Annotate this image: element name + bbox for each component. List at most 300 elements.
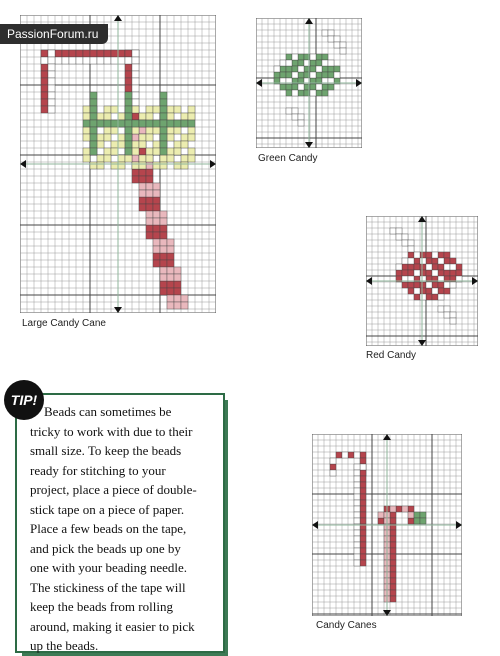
red-stitch [41,99,48,106]
red-stitch [83,50,90,57]
white-stitch [132,92,139,99]
pink-stitch [181,295,188,302]
white-stitch [292,54,298,60]
green-stitch [160,92,167,99]
red-stitch [146,197,153,204]
green-stitch [310,66,316,72]
green-stitch [139,120,146,127]
yellow-stitch [181,155,188,162]
yellow-stitch [167,127,174,134]
yellow-stitch [111,106,118,113]
green-stitch [298,54,304,60]
white-stitch [125,57,132,64]
red-stitch [41,64,48,71]
red-stitch [139,197,146,204]
white-stitch [48,71,55,78]
white-stitch [298,66,304,72]
red-stitch [139,148,146,155]
green-stitch [90,92,97,99]
green-stitch [90,106,97,113]
green-stitch [125,106,132,113]
red-stitch [444,270,450,276]
red-stitch [118,50,125,57]
red-stitch [132,169,139,176]
green-stitch [316,60,322,66]
red-stitch [432,282,438,288]
red-stitch [146,204,153,211]
white-stitch [280,60,286,66]
red-stitch [390,584,396,590]
yellow-stitch [139,141,146,148]
pink-stitch [167,267,174,274]
yellow-stitch [153,141,160,148]
green-stitch [280,72,286,78]
green-stitch [328,66,334,72]
red-stitch [390,518,396,524]
white-stitch [354,482,360,488]
yellow-stitch [111,148,118,155]
red-stitch [426,270,432,276]
yellow-stitch [118,141,125,148]
yellow-stitch [188,155,195,162]
red-stitch [408,506,414,512]
green-stitch [125,92,132,99]
yellow-stitch [139,113,146,120]
red-stitch [408,252,414,258]
green-stitch [125,120,132,127]
yellow-stitch [118,134,125,141]
yellow-stitch [118,113,125,120]
site-badge: PassionForum.ru [0,24,108,44]
white-stitch [354,536,360,542]
green-stitch [90,134,97,141]
yellow-stitch [90,162,97,169]
white-stitch [396,228,402,234]
white-stitch [330,470,336,476]
red-stitch [167,260,174,267]
white-stitch [76,57,83,64]
white-stitch [330,458,336,464]
yellow-stitch [104,127,111,134]
yellow-stitch [167,155,174,162]
white-stitch [432,270,438,276]
pink-stitch [181,302,188,309]
red-stitch [408,270,414,276]
red-stitch [41,50,48,57]
red-stitch [146,169,153,176]
green-stitch [125,127,132,134]
pink-stitch [146,211,153,218]
white-stitch [48,64,55,71]
white-stitch [111,57,118,64]
green-stitch [316,90,322,96]
tip-line: keep the beads from rolling [30,599,173,614]
white-stitch [132,50,139,57]
green-stitch [83,120,90,127]
white-stitch [426,264,432,270]
candy-canes-caption: Candy Canes [316,620,377,631]
red-stitch [396,270,402,276]
pink-stitch [146,183,153,190]
white-stitch [286,108,292,114]
yellow-stitch [188,113,195,120]
green-stitch [322,72,328,78]
green-stitch [125,113,132,120]
pink-stitch [160,246,167,253]
white-stitch [286,60,292,66]
yellow-stitch [181,113,188,120]
green-stitch [298,72,304,78]
green-stitch [97,120,104,127]
white-stitch [132,64,139,71]
pink-stitch [378,512,384,518]
green-stitch [160,106,167,113]
white-stitch [132,99,139,106]
white-stitch [396,234,402,240]
red-stitch [360,470,366,476]
yellow-stitch [174,141,181,148]
tip-line: project, place a piece of double- [30,482,197,497]
white-stitch [342,452,348,458]
large-candy-cane-chart [20,15,216,313]
yellow-stitch [111,162,118,169]
green-stitch [146,120,153,127]
red-stitch [139,169,146,176]
green-stitch [90,127,97,134]
red-stitch [348,452,354,458]
pink-stitch [146,190,153,197]
white-stitch [402,258,408,264]
white-stitch [354,548,360,554]
white-stitch [97,57,104,64]
white-stitch [450,318,456,324]
yellow-stitch [132,141,139,148]
red-stitch [414,264,420,270]
white-stitch [310,72,316,78]
red-stitch [360,536,366,542]
white-stitch [274,66,280,72]
yellow-stitch [83,148,90,155]
white-stitch [292,108,298,114]
red-stitch [402,270,408,276]
yellow-stitch [83,106,90,113]
yellow-stitch [174,148,181,155]
green-stitch [298,60,304,66]
yellow-stitch [146,113,153,120]
green-stitch [174,120,181,127]
yellow-stitch [153,106,160,113]
red-stitch [390,590,396,596]
red-stitch [160,260,167,267]
red-stitch [160,281,167,288]
red-stitch [139,176,146,183]
red-stitch [160,225,167,232]
green-stitch [322,84,328,90]
yellow-stitch [174,106,181,113]
pink-stitch [160,218,167,225]
red-stitch [438,252,444,258]
white-stitch [396,264,402,270]
red-stitch [41,106,48,113]
yellow-stitch [146,127,153,134]
white-stitch [55,57,62,64]
red-stitch [390,548,396,554]
yellow-stitch [174,162,181,169]
pink-stitch [167,295,174,302]
red-stitch [360,494,366,500]
green-stitch [298,90,304,96]
white-stitch [298,84,304,90]
red-stitch [432,264,438,270]
white-stitch [298,120,304,126]
white-stitch [48,85,55,92]
green-stitch [414,518,420,524]
red-stitch [390,596,396,602]
red-stitch [432,294,438,300]
red-stitch [420,264,426,270]
red-stitch [160,288,167,295]
yellow-stitch [132,127,139,134]
pink-stitch [174,302,181,309]
red-stitch [125,78,132,85]
yellow-stitch [132,162,139,169]
red-stitch [390,542,396,548]
pink-stitch [167,239,174,246]
red-stitch [174,288,181,295]
red-stitch [360,560,366,566]
green-stitch [316,54,322,60]
tip-line: Beads can sometimes be [44,404,172,419]
white-stitch [402,240,408,246]
white-stitch [334,72,340,78]
large-candy-cane-caption: Large Candy Cane [22,318,106,329]
green-stitch [286,66,292,72]
pink-stitch [167,302,174,309]
green-stitch [280,84,286,90]
green-stitch [111,120,118,127]
pink-stitch [174,274,181,281]
green-candy-caption: Green Candy [258,153,318,164]
red-stitch [160,253,167,260]
yellow-stitch [146,134,153,141]
red-stitch [330,464,336,470]
white-stitch [48,99,55,106]
yellow-stitch [97,134,104,141]
green-stitch [334,66,340,72]
pink-stitch [408,512,414,518]
red-stitch [456,264,462,270]
red-stitch [420,270,426,276]
white-stitch [390,228,396,234]
white-stitch [354,488,360,494]
white-stitch [354,476,360,482]
red-stitch [414,282,420,288]
pink-stitch [402,506,408,512]
white-stitch [420,294,426,300]
pink-stitch [153,183,160,190]
white-stitch [432,288,438,294]
red-stitch [360,482,366,488]
red-stitch [69,50,76,57]
yellow-stitch [188,134,195,141]
green-stitch [90,148,97,155]
white-stitch [414,252,420,258]
yellow-stitch [181,162,188,169]
tip-line: stick tape on a piece of paper. [30,501,185,517]
red-stitch [426,252,432,258]
white-stitch [444,282,450,288]
white-stitch [292,90,298,96]
green-candy-grid [256,18,362,148]
white-stitch [118,57,125,64]
green-stitch [90,99,97,106]
tip-line: around, making it easier to pick [30,618,195,634]
white-stitch [414,288,420,294]
yellow-stitch [83,134,90,141]
white-stitch [354,494,360,500]
white-stitch [354,560,360,566]
red-stitch [360,476,366,482]
red-stitch [402,264,408,270]
white-stitch [450,282,456,288]
white-stitch [354,506,360,512]
red-stitch [444,252,450,258]
yellow-stitch [132,106,139,113]
green-stitch [274,72,280,78]
white-stitch [316,66,322,72]
white-stitch [432,252,438,258]
white-stitch [438,294,444,300]
white-stitch [334,42,340,48]
white-stitch [450,264,456,270]
red-stitch [62,50,69,57]
green-stitch [160,120,167,127]
yellow-stitch [104,106,111,113]
red-stitch [438,264,444,270]
white-stitch [132,57,139,64]
red-stitch [111,50,118,57]
green-stitch [420,518,426,524]
green-stitch [160,148,167,155]
pink-stitch [132,155,139,162]
green-stitch [328,84,334,90]
red-stitch [444,258,450,264]
yellow-stitch [160,162,167,169]
candy-canes-chart [312,434,462,616]
red-stitch [426,258,432,264]
yellow-stitch [146,106,153,113]
white-stitch [132,85,139,92]
white-stitch [104,57,111,64]
white-stitch [426,282,432,288]
pink-stitch [139,127,146,134]
yellow-stitch [83,155,90,162]
tip-line: up the beads. [30,638,99,653]
green-stitch [90,141,97,148]
pink-stitch [160,267,167,274]
red-stitch [360,506,366,512]
red-candy-chart [366,216,478,346]
pink-stitch [167,246,174,253]
yellow-stitch [118,162,125,169]
green-stitch [160,134,167,141]
white-stitch [444,312,450,318]
white-stitch [354,512,360,518]
white-stitch [310,54,316,60]
yellow-stitch [188,106,195,113]
yellow-stitch [146,148,153,155]
white-stitch [354,470,360,476]
red-stitch [402,282,408,288]
yellow-stitch [104,155,111,162]
green-stitch [310,84,316,90]
white-stitch [354,518,360,524]
red-stitch [125,71,132,78]
white-stitch [310,90,316,96]
green-stitch [125,148,132,155]
red-stitch [336,452,342,458]
red-stitch [41,92,48,99]
red-stitch [408,288,414,294]
red-stitch [160,232,167,239]
tip-badge: TIP! [4,380,44,420]
red-stitch [432,258,438,264]
red-stitch [41,85,48,92]
red-stitch [438,282,444,288]
pink-stitch [167,274,174,281]
red-stitch [390,536,396,542]
green-stitch [280,66,286,72]
white-stitch [354,542,360,548]
red-stitch [76,50,83,57]
green-stitch [292,60,298,66]
red-stitch [360,512,366,518]
red-candy-caption: Red Candy [366,350,417,361]
red-stitch [360,518,366,524]
pink-stitch [153,218,160,225]
red-stitch [167,281,174,288]
red-stitch [41,78,48,85]
yellow-stitch [167,134,174,141]
green-candy-chart [256,18,362,148]
red-stitch [408,282,414,288]
pink-stitch [146,162,153,169]
green-stitch [90,113,97,120]
red-stitch [153,260,160,267]
yellow-stitch [139,134,146,141]
yellow-stitch [167,106,174,113]
white-stitch [83,57,90,64]
red-stitch [390,530,396,536]
white-stitch [328,36,334,42]
red-stitch [420,252,426,258]
red-stitch [390,578,396,584]
yellow-stitch [132,148,139,155]
white-stitch [334,36,340,42]
white-stitch [340,42,346,48]
white-stitch [438,306,444,312]
red-stitch [408,264,414,270]
candy-canes-grid [312,434,462,616]
green-stitch [90,120,97,127]
red-stitch [174,281,181,288]
red-stitch [146,232,153,239]
white-stitch [414,270,420,276]
yellow-stitch [167,113,174,120]
white-stitch [360,464,366,470]
green-stitch [153,120,160,127]
red-stitch [153,232,160,239]
